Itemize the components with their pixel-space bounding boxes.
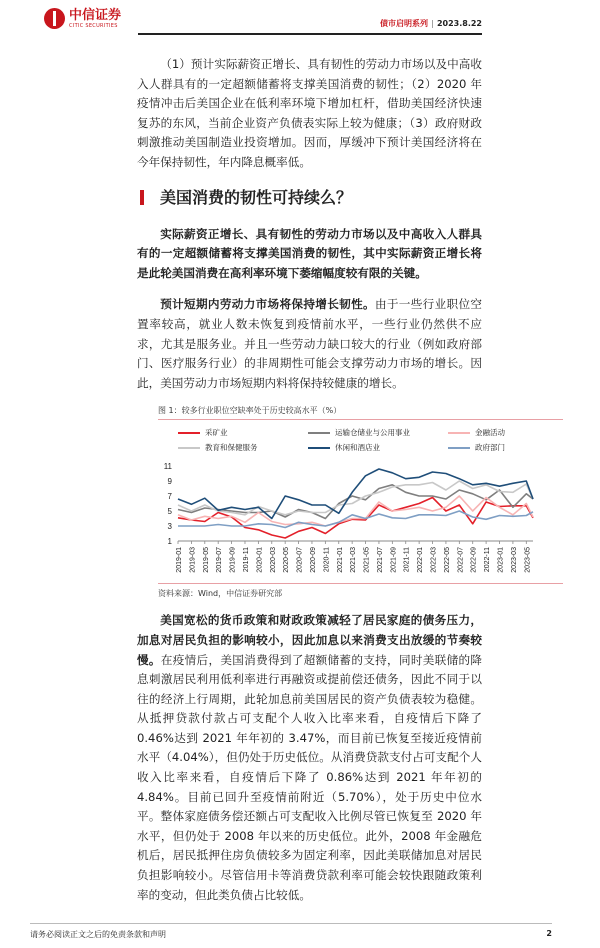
labor-market-lead: 预计短期内劳动力市场将保持增长韧性。 <box>160 297 375 312</box>
x-tick-label: 2021-11 <box>403 547 411 573</box>
x-tick-label: 2022-11 <box>484 547 492 573</box>
heading-marker <box>140 190 144 205</box>
legend-item <box>178 428 228 438</box>
y-tick-label: 7 <box>167 492 172 502</box>
legend-item <box>178 443 258 453</box>
x-tick-label: 2022-03 <box>430 547 438 574</box>
report-header <box>380 18 482 29</box>
series-line-教育和保健服务 <box>178 481 533 515</box>
legend-swatch <box>448 432 470 434</box>
x-tick-label: 2022-01 <box>417 547 425 574</box>
logo-text-cn: 中信证券 <box>69 7 122 23</box>
legend-label: 运输仓储业与公用事业 <box>335 428 410 438</box>
y-tick-label: 11 <box>163 462 172 472</box>
figure-source: 资料来源：Wind，中信证券研究部 <box>158 589 283 599</box>
x-tick-label: 2020-07 <box>296 547 304 574</box>
page-number: 2 <box>546 929 552 939</box>
line-chart <box>150 458 560 583</box>
page-footer <box>30 923 552 948</box>
legend-label: 采矿业 <box>205 428 228 438</box>
report-body <box>137 0 532 905</box>
x-tick-label: 2023-05 <box>524 547 532 574</box>
header-rule <box>138 33 482 35</box>
x-tick-label: 2021-01 <box>336 547 344 574</box>
x-tick-label: 2019-11 <box>242 547 250 573</box>
section-heading-text: 美国消费的韧性可持续么？ <box>160 187 353 207</box>
x-tick-label: 2021-09 <box>390 547 398 574</box>
x-tick-label: 2020-03 <box>269 547 277 574</box>
legend-swatch <box>178 447 200 449</box>
x-tick-label: 2021-03 <box>350 547 358 574</box>
footer-disclaimer: 请务必阅读正文之后的免责条款和声明 <box>30 930 166 940</box>
x-tick-label: 2020-01 <box>256 547 264 574</box>
legend-swatch <box>448 447 470 449</box>
chart-legend <box>158 428 563 458</box>
legend-label: 教育和保健服务 <box>205 443 258 453</box>
logo-text-en: CITIC SECURITIES <box>69 22 118 29</box>
x-tick-label: 2021-05 <box>363 547 371 574</box>
y-tick-label: 5 <box>167 507 172 517</box>
x-tick-label: 2019-01 <box>176 547 183 574</box>
x-tick-label: 2020-11 <box>323 547 331 573</box>
y-tick-label: 9 <box>167 477 172 487</box>
debt-lead: 美国宽松的货币政策和财政政策减轻了居民家庭的债务压力，加息对居民负担的影响较小，因此加息以来消费支出放缓的节奏较慢。 <box>137 613 482 667</box>
labor-market-body: 由于一些行业职位空置率较高，就业人数未恢复到疫情前水平，一些行业仍然供不应求，尤其是服务业。并且一些劳动力缺口较大的行业（例如政府部门、医疗服务行业）的非周期性可能会支撑劳动力市场的增长。因此，美国劳动力市场短期内料将保持较健康的增长。 <box>137 297 482 390</box>
report-series: 债市启明系列 <box>380 19 429 28</box>
x-tick-label: 2023-01 <box>497 547 505 574</box>
x-tick-label: 2023-03 <box>510 547 518 574</box>
legend-swatch <box>308 432 330 434</box>
legend-label: 金融活动 <box>475 428 505 438</box>
x-tick-label: 2020-05 <box>283 547 291 574</box>
debt-paragraph <box>137 611 482 905</box>
x-tick-label: 2022-09 <box>470 547 478 574</box>
legend-swatch <box>178 432 200 434</box>
y-tick-label: 1 <box>167 537 172 547</box>
intro-paragraph: （1）预计实际薪资正增长、具有韧性的劳动力市场以及中高收入人群具有的一定超额储蓄将支撑美国消费的韧性；（2）2020 年疫情冲击后美国企业在低利率环境下增加杠杆，借助美国经济快速复苏的东风，当前企业资产负债表实际上较为健康；（3）政府财政刺激推动美国制造业投资增加。因而，厚缓冲下预计美国经济将在今年保持韧性，年内降息概率低。 <box>137 57 482 169</box>
legend-item <box>448 443 505 453</box>
x-tick-label: 2020-09 <box>309 547 317 574</box>
legend-label: 休闲和酒店业 <box>335 443 380 453</box>
legend-label: 政府部门 <box>475 443 505 453</box>
logo-mark-icon <box>44 8 65 29</box>
legend-swatch <box>308 447 330 449</box>
citic-securities-logo <box>44 8 121 29</box>
report-date: 2023.8.22 <box>436 19 482 28</box>
x-tick-label: 2019-03 <box>189 547 197 574</box>
labor-market-paragraph <box>137 295 482 393</box>
x-tick-label: 2022-05 <box>443 547 451 574</box>
legend-item <box>448 428 505 438</box>
header-separator: | <box>431 19 434 28</box>
x-tick-label: 2022-07 <box>457 547 465 574</box>
section-heading <box>140 187 482 209</box>
x-tick-label: 2019-07 <box>216 547 224 574</box>
figure-top-rule <box>158 419 563 420</box>
figure-title: 图 1：较多行业职位空缺率处于历史较高水平（%） <box>158 406 342 416</box>
y-tick-label: 3 <box>167 522 172 532</box>
figure-1 <box>158 405 563 599</box>
debt-body: 在疫情后，美国消费得到了超额储蓄的支持，同时美联储的降息刺激居民利用低利率进行再融资或提前偿还债务，因此不同于以往的经济上行周期，此轮加息前美国居民的资产负债表较为稳健。从抵押贷款付款占可支配个人收入比率来看，自疫情后下降了 0.46%达到 2021 年年初的 3.47%，而目前已恢复至接近疫情前水平（4.04%），但仍处于历史低位。从消费贷款支付占可支配个人收入比率来看，自疫情后下降了 0.86%达到 2021 年年初的 4.84%。目前已回升至疫情前附近（5.70%），处于历史中位水平。整体家庭债务偿还额占可支配收入比例尽管已恢复至 2020 年水平，但仍处于 2008 年以来的历史低位。此外，2008 年金融危机后，居民抵押住房负债较多为固定利率，因此美联储加息对居民负担影响较小。尽管信用卡等消费贷款利率可能会较快跟随政策利率的变动，但此类负债占比较低。 <box>137 652 482 902</box>
x-tick-label: 2019-09 <box>229 547 237 574</box>
summary-paragraph: 实际薪资正增长、具有韧性的劳动力市场以及中高收入人群具有的一定超额储蓄将支撑美国消费的韧性，其中实际薪资正增长将是此轮美国消费在高利率环境下萎缩幅度较有限的关键。 <box>137 226 482 280</box>
legend-item <box>308 443 380 453</box>
legend-item <box>308 428 410 438</box>
x-tick-label: 2021-07 <box>376 547 384 574</box>
x-tick-label: 2019-05 <box>202 547 210 574</box>
